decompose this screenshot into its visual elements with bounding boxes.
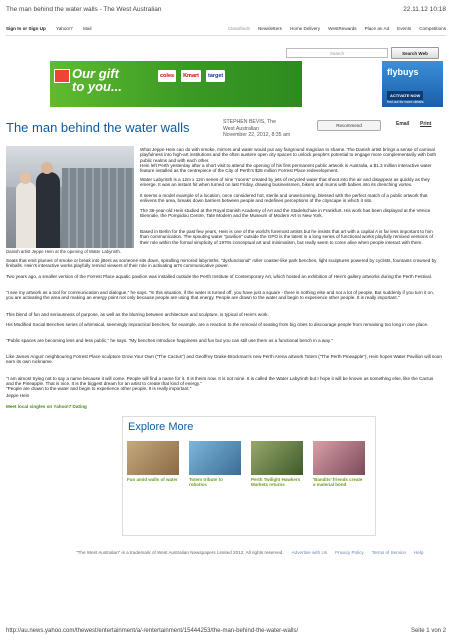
- coles-logo: coles: [158, 70, 176, 82]
- dating-promo-link[interactable]: Meet local singles on Yahoo!7 Dating: [6, 404, 87, 409]
- retailer-logos: [158, 70, 225, 82]
- article-paragraph: What Jeppe Hein can do with smoke, mirrors and water would put any fairground magician to shame. The Danish artist brings a sense of carnival playfulness into high-art institutions and the often austere open city spaces to unlock people's potential to engage more complementarily with both public realms and with each other.: [140, 147, 437, 163]
- flybuys-subtext: find out for more details: [387, 100, 424, 104]
- gift-banner-ad[interactable]: [50, 61, 302, 107]
- copyright-notice: "The West Australian" is a trademark of West Australian Newspapers Limited 2012. All rights reserved.: [76, 550, 284, 555]
- article-paragraph: Based in Berlin for the past few years, Hein is one of the world's foremost artists but he insists that art with a capital A is far less important to him than communication. The spouting water "pavilion" outside the GPO is the latest in a long series of functional works playfully remixed versions of their role within the formal simplicity of 1970s conceptual art and minimalism, but really seem to come alive when people interact with them.: [140, 229, 433, 245]
- byline-publication: West Australian: [223, 125, 259, 132]
- article-byline: [223, 119, 313, 139]
- photo-caption: Danish artist Jeppe Hein at the opening of Water Labyrinth.: [6, 249, 122, 254]
- article-paragraph: Two years ago, a smaller version of the Forrest Place aquatic pavilion was installed outside the Perth Institute of Contemporary Art, which hosted an exhibition of Hein's gallery artworks during the Perth Festival.: [6, 274, 433, 279]
- kmart-logo: Kmart: [181, 70, 201, 82]
- print-header: [6, 6, 446, 13]
- byline-date: November 22, 2012, 8:35 am: [223, 132, 291, 138]
- explore-thumbnail[interactable]: [189, 441, 241, 475]
- flybuys-ad[interactable]: [382, 61, 443, 107]
- article-signoff: Jeppe Hein: [6, 393, 30, 398]
- nav-home-delivery[interactable]: Home Delivery: [289, 25, 321, 31]
- print-page-number: Seite 1 von 2: [410, 628, 446, 634]
- article-paragraph: "Public spaces are becoming less and less public," he says. "My benches introduce happiness and fun but you can still use them as a functional bench in a way.": [6, 338, 333, 343]
- article-photo: [6, 146, 134, 248]
- email-link[interactable]: Email: [396, 121, 410, 127]
- explore-card[interactable]: [127, 441, 179, 482]
- footer-link-help[interactable]: Help: [413, 550, 424, 555]
- ad-headline-line-1: Our gift: [72, 66, 119, 81]
- gift-box-icon: [54, 69, 70, 83]
- explore-thumbnail[interactable]: [313, 441, 365, 475]
- article-title: The man behind the water walls: [6, 120, 190, 135]
- article-paragraph: This blend of fun and seriousness of purpose, as well as the blurring between architecture and sculpture, is typical of Hein's work.: [6, 312, 269, 317]
- footer-link-advertise[interactable]: Advertise with Us: [291, 550, 328, 555]
- explore-card-caption[interactable]: Totem tribute to robotics: [189, 477, 223, 488]
- print-footer: [6, 628, 446, 634]
- article-paragraph: Seats that emit plumes of smoke or break into jitters as someone sits down, spiralling mirrored labyrinths, "dysfunctional" roller coaster-like park benches, light sculptures powered by cyclists, fountains crowned by fireballs. Hein's interactive works playfully remind viewers of their role in activating art's communicative power.: [6, 258, 437, 269]
- recommend-button[interactable]: Recommend: [317, 120, 381, 131]
- explore-card[interactable]: [251, 441, 303, 488]
- article-paragraph: "I am almost trying not to say a name because it will come. People will find a name for it. It is theirs now. It is not mine. It is called the Water Labyrinth but I hope it will be known as something else, like the Cactus and the Pineapple. That is nice. It is the biggest dream for an artist to create that kind of energy.": [6, 376, 434, 387]
- article-paragraph: Water Labyrinth is a 12m x 12m series of nine "rooms" created by jets of recycled water that shoot into the air and disappear as quickly as they emerge. It was an instant hit when turned on last Friday, drawing businessmen, bikers and mums with babies into its drenching vortex.: [140, 177, 430, 188]
- explore-card[interactable]: [313, 441, 365, 488]
- article-paragraph: His Modified Social Benches series of whimsical, seemingly impractical benches, for example, are a reaction to the removal of seating from big cities to discourage people from remaining too long in one place.: [6, 322, 429, 327]
- nav-competitions[interactable]: Competitions: [419, 25, 446, 31]
- explore-card-caption[interactable]: Fun amid walls of water: [127, 477, 178, 482]
- print-page-title: The man behind the water walls - The West Australian: [6, 6, 162, 13]
- print-datetime: 22.11.12 10:18: [403, 6, 446, 13]
- nav-westrewards[interactable]: WestRewards: [328, 25, 357, 31]
- article-paragraph: The 38-year-old Hein studied at the Royal Danish Academy of Art and the Stadelschule in Frankfurt. His work has been displayed at the Venice Biennale, the Pompidou Centre, Tate Modern and the Museum of Modern Art in New York.: [140, 208, 431, 219]
- print-link[interactable]: Print: [420, 121, 432, 127]
- search-web-button[interactable]: Search Web: [391, 47, 439, 59]
- explore-card-caption[interactable]: 'Bandits' friends create a material bond: [313, 477, 363, 488]
- ad-headline-line-2: to you...: [72, 79, 122, 94]
- article-paragraph: Hein left Perth yesterday after a short visit to attend the opening of his first permanent public artwork in Australia, a $1.3 million interactive water feature installed as the centrepiece of the City of Perth's $28 million Forrest Place redevelopment.: [140, 163, 432, 174]
- flybuys-logo: flybuys: [387, 67, 419, 77]
- article-paragraph: Like James Angus' neighbouring Forrest Place sculpture Grow Your Own ("The Cactus") and Geoffrey Drake-Brockman's new Perth Arena artwork Totem ("The Perth Pineapple"), Hein hopes Water Pavilion will soon earn its own nickname.: [6, 354, 442, 365]
- nav-place-an-ad[interactable]: Place an Ad: [364, 25, 390, 31]
- explore-card-caption[interactable]: Perth Twilight Hawkers Markets returns: [251, 477, 301, 488]
- footer-link-terms[interactable]: Terms of Service: [371, 550, 406, 555]
- explore-thumbnail[interactable]: [127, 441, 179, 475]
- footer-link-privacy[interactable]: Privacy Policy: [335, 550, 364, 555]
- top-navigation: [6, 22, 446, 34]
- print-url: http://au.news.yahoo.com/thewest/entertainment/a/-/entertainment/15444253/the-man-behind-the-water-walls/: [6, 628, 299, 634]
- explore-card[interactable]: [189, 441, 241, 488]
- nav-divider: [6, 35, 446, 36]
- sign-in-link[interactable]: Sign In or Sign Up: [6, 25, 46, 31]
- activate-now-button[interactable]: ACTIVATE NOW: [387, 91, 423, 100]
- mail-link[interactable]: Mail: [83, 25, 92, 31]
- search-input[interactable]: [286, 48, 388, 58]
- explore-more-box: [122, 416, 376, 536]
- search-placeholder: Search: [329, 50, 345, 56]
- article-paragraph: It seems a model example of a location, once considered hot, sterile and unwelcoming, blessed with the perfect match of a public artwork that enlivens the area, breaks down barriers between people and redefines perceptions of the cityscape in which it sits.: [140, 193, 428, 204]
- target-logo: target: [206, 70, 225, 82]
- yahoo7-link[interactable]: Yahoo!7: [56, 25, 73, 31]
- explore-more-heading: Explore More: [128, 421, 194, 433]
- nav-events[interactable]: Events: [397, 25, 412, 31]
- site-footer: [76, 550, 446, 555]
- explore-thumbnail[interactable]: [251, 441, 303, 475]
- nav-classifieds[interactable]: Classifieds: [227, 25, 250, 31]
- byline-author: STEPHEN BEVIS, The: [223, 119, 276, 125]
- article-paragraph: "People are drawn to the water and begin to experience other people. It is really important.": [6, 386, 192, 391]
- article-paragraph: "I see my artwork as a tool for communication and dialogue," he says. "In this situation, if the water is turned off, you have just a square - there is nothing else and not a lot of people. But suddenly if you turn it on, you are activating the area and making an energy point not only because people are using that energy. People are drawn to the water and begin to experience other people. It is really important.": [6, 290, 434, 301]
- ad-headline: [72, 67, 122, 93]
- nav-newsletters[interactable]: Newsletters: [257, 25, 282, 31]
